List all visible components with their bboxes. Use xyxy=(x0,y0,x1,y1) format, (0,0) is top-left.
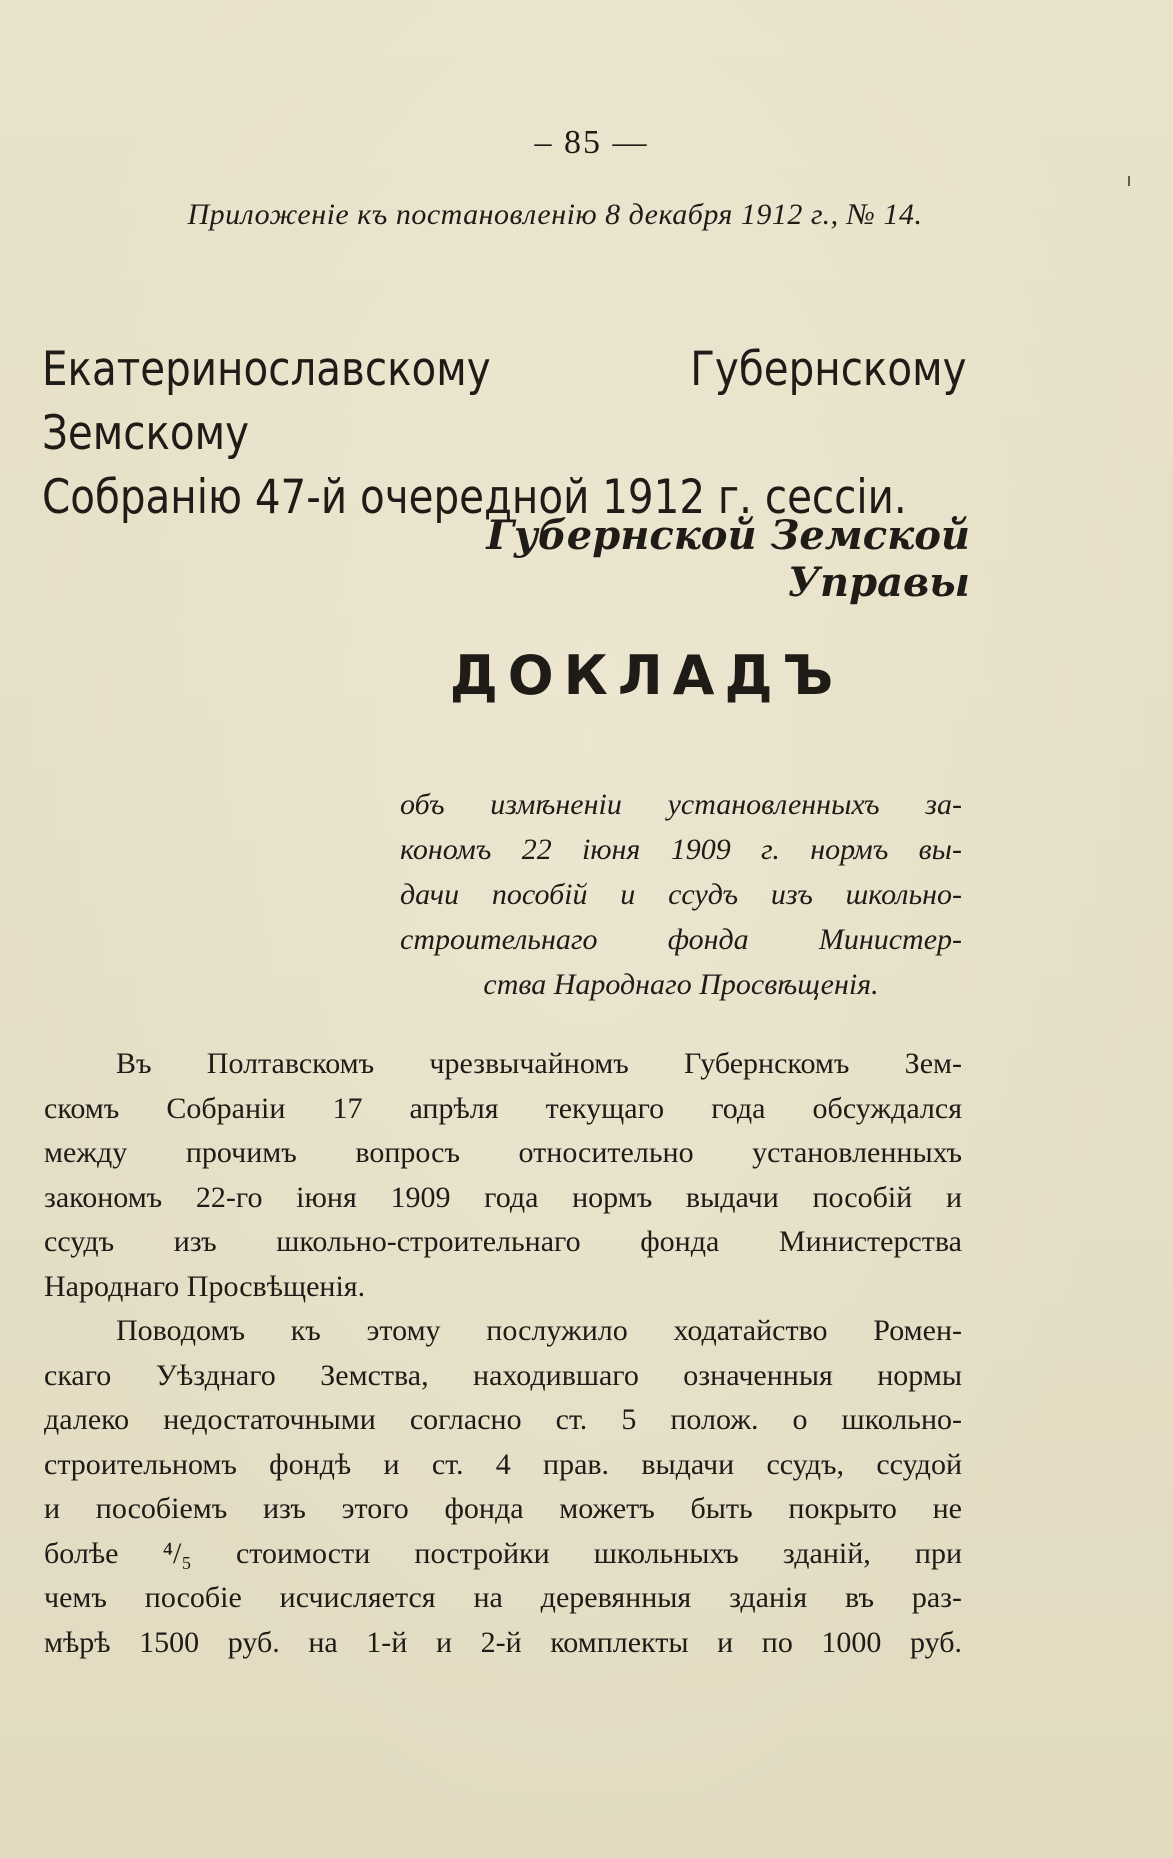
body-line: чемъ пособіе исчисляется на деревянныя зданія въ раз- xyxy=(44,1581,962,1614)
body-line: болѣе ⁴/₅ стоимости постройки школьныхъ зданій, при xyxy=(44,1536,962,1570)
body-line: строительномъ фондѣ и ст. 4 прав. выдачи ссудъ, ссудой xyxy=(44,1447,962,1481)
appendix-note: Приложеніе къ постановленію 8 декабря 1912 г., № 14. xyxy=(187,198,923,231)
body-line: Поводомъ къ этому послужило ходатайство Ромен- xyxy=(116,1314,962,1347)
body-line: скаго Уѣзднаго Земства, находившаго означенныя нормы xyxy=(44,1358,962,1392)
body-line: закономъ 22-го іюня 1909 года нормъ выдачи пособій и xyxy=(44,1180,962,1214)
report-subject xyxy=(400,782,962,1007)
ink-speck xyxy=(1128,176,1130,186)
board-title: Губернской Земской Управы xyxy=(486,512,970,606)
addressee-line-2: Собранію 47-й очередной 1912 г. сессіи. xyxy=(42,470,907,525)
addressee-heading xyxy=(42,338,967,530)
subject-line: объ измѣненіи установленныхъ за- xyxy=(400,788,962,821)
body-line: Въ Полтавскомъ чрезвычайномъ Губернскомъ Зем- xyxy=(116,1047,962,1080)
subject-line: кономъ 22 іюня 1909 г. нормъ вы- xyxy=(400,833,962,866)
subject-line: дачи пособій и ссудъ изъ школьно- xyxy=(400,878,962,911)
body-line: между прочимъ вопросъ относительно установленныхъ xyxy=(44,1136,962,1169)
body-line: мѣрѣ 1500 руб. на 1-й и 2-й комплекты и по 1000 руб. xyxy=(44,1625,962,1659)
subject-line: строительнаго фонда Министер- xyxy=(400,923,962,956)
subject-line: ства Народнаго Просвѣщенія. xyxy=(483,968,879,1001)
addressee-line-1: Екатеринославскому Губернскому Земскому xyxy=(42,342,967,461)
document-title: ДОКЛАДЪ xyxy=(449,644,844,707)
body-line: скомъ Собраніи 17 апрѣля текущаго года обсуждался xyxy=(44,1091,962,1125)
body-text xyxy=(44,1042,962,1665)
body-line: и пособіемъ изъ этого фонда можетъ быть покрыто не xyxy=(44,1492,962,1525)
body-line: ссудъ изъ школьно-строительнаго фонда Министерства xyxy=(44,1225,962,1258)
body-line: Народнаго Просвѣщенія. xyxy=(44,1269,366,1303)
body-line: далеко недостаточными согласно ст. 5 полож. о школьно- xyxy=(44,1403,962,1436)
page-number: – 85 — xyxy=(534,124,649,161)
